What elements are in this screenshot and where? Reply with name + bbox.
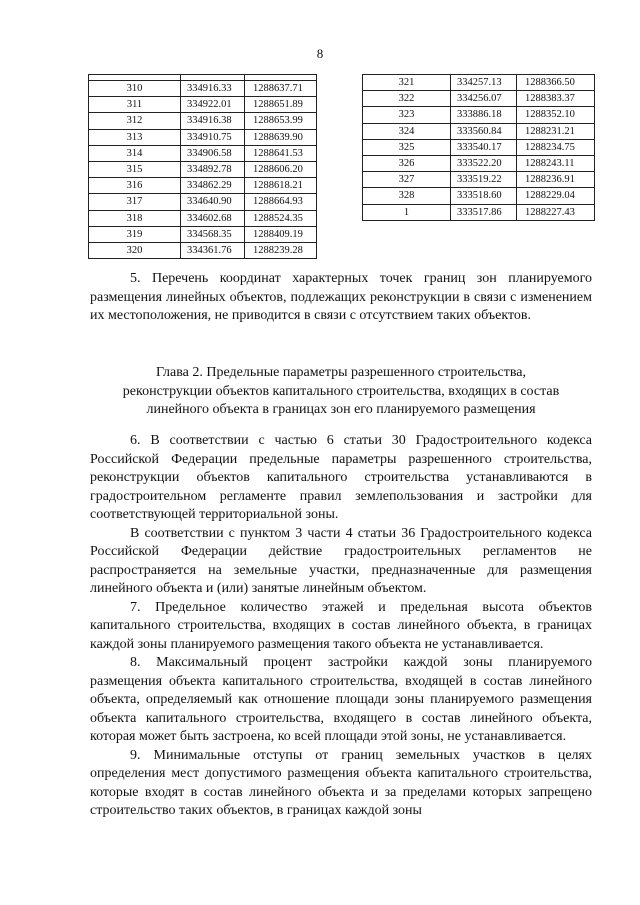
table-row (89, 81, 317, 97)
y-coordinate-cell: 1288618.21 (245, 178, 317, 194)
point-number-cell: 1 (363, 204, 451, 220)
table-row (363, 155, 595, 171)
table-row (89, 194, 317, 210)
y-coordinate-cell: 1288231.21 (517, 123, 595, 139)
y-coordinate-cell: 1288229.04 (517, 188, 595, 204)
x-coordinate-cell: 334910.75 (181, 129, 245, 145)
table-row (363, 188, 595, 204)
table-row (363, 75, 595, 91)
table-row (89, 210, 317, 226)
y-coordinate-cell: 1288653.99 (245, 113, 317, 129)
table-row (363, 107, 595, 123)
point-number-cell: 314 (89, 145, 181, 161)
table-row (363, 91, 595, 107)
table-row (363, 204, 595, 220)
section-5 (90, 270, 592, 326)
point-number-cell: 328 (363, 188, 451, 204)
x-coordinate-cell: 334862.29 (181, 178, 245, 194)
x-coordinate-cell: 333522.20 (451, 155, 517, 171)
y-coordinate-cell: 1288227.43 (517, 204, 595, 220)
table-row (89, 129, 317, 145)
x-coordinate-cell: 333519.22 (451, 172, 517, 188)
coordinates-table-left (88, 74, 317, 259)
y-coordinate-cell: 1288524.35 (245, 210, 317, 226)
table-row (363, 139, 595, 155)
x-coordinate-cell: 334602.68 (181, 210, 245, 226)
y-coordinate-cell: 1288239.28 (245, 242, 317, 258)
y-coordinate-cell: 1288366.50 (517, 75, 595, 91)
x-coordinate-cell: 334568.35 (181, 226, 245, 242)
y-coordinate-cell: 1288234.75 (517, 139, 595, 155)
coordinates-table-right-body (363, 75, 595, 221)
y-coordinate-cell: 1288651.89 (245, 97, 317, 113)
point-number-cell: 324 (363, 123, 451, 139)
x-coordinate-cell: 334916.38 (181, 113, 245, 129)
y-coordinate-cell: 1288236.91 (517, 172, 595, 188)
y-coordinate-cell: 1288352.10 (517, 107, 595, 123)
point-number-cell: 323 (363, 107, 451, 123)
paragraph-7: 7. Предельное количество этажей и предельная высота объектов капитального строительства, входящих в состав линейного объекта, в границах каждой зоны планируемого размещения такого объекта не устанавливается. (90, 599, 592, 652)
x-coordinate-cell: 334256.07 (451, 91, 517, 107)
y-coordinate-cell: 1288383.37 (517, 91, 595, 107)
paragraph-6: 6. В соответствии с частью 6 статьи 30 Градостроительного кодекса Российской Федерации предельные параметры разрешенного строительства, реконструкции объектов капитального строительства устанавливаются в градостроительном регламенте правил землепользования и застройки для соответствующей территориальной зоны. (90, 433, 592, 522)
x-coordinate-cell: 334640.90 (181, 194, 245, 210)
paragraph-5: 5. Перечень координат характерных точек границ зон планируемого размещения линейных объектов, подлежащих реконструкции в связи с изменением их местоположения, не приводится в связи с отсутствием таких объектов. (90, 271, 592, 323)
x-coordinate-cell: 333886.18 (451, 107, 517, 123)
point-number-cell: 318 (89, 210, 181, 226)
y-coordinate-cell: 1288641.53 (245, 145, 317, 161)
point-number-cell: 317 (89, 194, 181, 210)
table-row (89, 145, 317, 161)
table-row (89, 226, 317, 242)
point-number-cell: 327 (363, 172, 451, 188)
table-row (363, 123, 595, 139)
coordinates-table-left-body (89, 75, 317, 259)
x-coordinate-cell: 333518.60 (451, 188, 517, 204)
x-coordinate-cell: 333560.84 (451, 123, 517, 139)
chapter-heading-line-3: линейного объекта в границах зон его планируемого размещения (146, 402, 536, 417)
y-coordinate-cell: 1288243.11 (517, 155, 595, 171)
point-number-cell: 310 (89, 81, 181, 97)
x-coordinate-cell: 334906.58 (181, 145, 245, 161)
table-row (363, 172, 595, 188)
y-coordinate-cell: 1288664.93 (245, 194, 317, 210)
x-coordinate-cell: 333517.86 (451, 204, 517, 220)
table-row (89, 178, 317, 194)
point-number-cell: 320 (89, 242, 181, 258)
x-coordinate-cell: 333540.17 (451, 139, 517, 155)
sections-6-to-9 (90, 432, 592, 821)
table-row (89, 113, 317, 129)
x-coordinate-cell: 334916.33 (181, 81, 245, 97)
point-number-cell: 319 (89, 226, 181, 242)
chapter-heading-line-1: Глава 2. Предельные параметры разрешенного строительства, (155, 365, 527, 380)
x-coordinate-cell: 334257.13 (451, 75, 517, 91)
x-coordinate-cell: 334361.76 (181, 242, 245, 258)
point-number-cell: 326 (363, 155, 451, 171)
paragraph-9: 9. Минимальные отступы от границ земельных участков в целях определения мест допустимого размещения объекта капитального строительства, которые входят в состав линейного объекта и за пределами которых запрещено строительство таких объектов, в границах каждой зоны (90, 747, 592, 818)
y-coordinate-cell: 1288639.90 (245, 129, 317, 145)
point-number-cell: 312 (89, 113, 181, 129)
y-coordinate-cell: 1288409.19 (245, 226, 317, 242)
table-row (89, 97, 317, 113)
point-number-cell: 325 (363, 139, 451, 155)
y-coordinate-cell: 1288637.71 (245, 81, 317, 97)
point-number-cell: 321 (363, 75, 451, 91)
point-number-cell: 311 (89, 97, 181, 113)
point-number-cell: 313 (89, 129, 181, 145)
x-coordinate-cell: 334892.78 (181, 161, 245, 177)
x-coordinate-cell: 334922.01 (181, 97, 245, 113)
paragraph-6b: В соответствии с пунктом 3 части 4 статьи 36 Градостроительного кодекса Российской Федерации действие градостроительных регламентов не распространяется на земельные участки, предназначенные для размещения линейного объекта и (или) занятые линейным объектом. (90, 525, 592, 596)
page-number: 8 (316, 46, 324, 61)
point-number-cell: 322 (363, 91, 451, 107)
coordinates-table-right (362, 74, 595, 221)
table-row (89, 242, 317, 258)
paragraph-8: 8. Максимальный процент застройки каждой зоны планируемого размещения объекта капитального строительства, входящей в состав линейного объекта, определяемый как отношение площади зоны планируемого размещения объекта капитального строительства, входящего в состав линейного объекта, которая может быть застроена, ко всей площади этой зоны, не устанавливается. (90, 655, 592, 744)
chapter-heading-line-2: реконструкции объектов капитального строительства, входящих в состав (122, 383, 560, 399)
point-number-cell: 316 (89, 178, 181, 194)
y-coordinate-cell: 1288606.20 (245, 161, 317, 177)
table-row (89, 161, 317, 177)
point-number-cell: 315 (89, 161, 181, 177)
chapter-2-heading (90, 364, 592, 420)
